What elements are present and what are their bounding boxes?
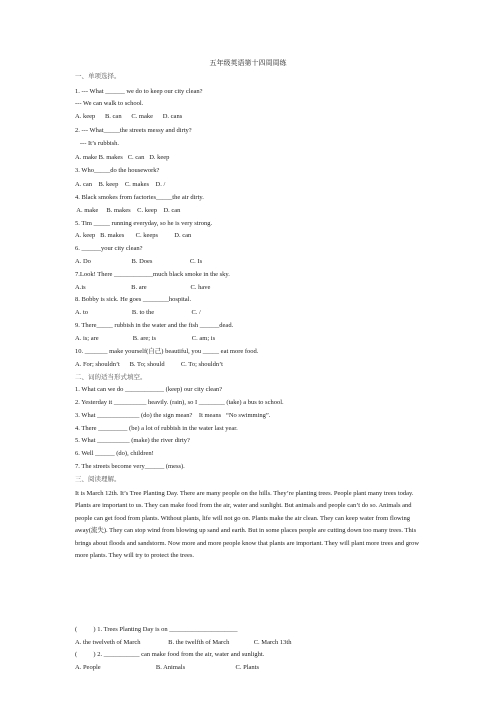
question-line: 1. --- What ______ we do to keep our city clean? (75, 88, 203, 95)
section-heading-1: 一、单项选择。 (75, 73, 121, 80)
question-line: 4. There _________ (be) a lot of rubbish in the water last year. (75, 425, 238, 432)
question-line: 10. _______ make yourself(自己) beautiful, you _____ eat more food. (75, 348, 259, 355)
question-line: 2. Yesterday it __________ heavily. (rain), so I ________ (take) a bus to school. (75, 399, 284, 406)
question-line: A. the twelveth of March B. the twelfth of March C. March 13th (75, 639, 292, 646)
question-line: ( ) 2. ___________ can make food from the air, water and sunlight. (75, 651, 265, 658)
page-title: 五年级英语第十四周周练 (209, 59, 287, 67)
question-line: 6. ______your city clean? (75, 245, 143, 252)
question-line: ( ) 1. Trees Planting Day is on _____________________ (75, 626, 238, 633)
question-line: 3. Who_____do the housework? (75, 167, 160, 174)
question-line: A. keep B. can C. make D. cans (75, 113, 183, 120)
question-line: A. make B. makes C. keep D. can (75, 207, 181, 214)
question-line: A. People B. Animals C. Plants (75, 664, 259, 671)
question-line: --- We can walk to school. (75, 100, 144, 107)
question-line: --- It’s rubbish. (75, 140, 120, 147)
question-line: 6. Well ______ (do), children! (75, 450, 154, 457)
question-line: 1. What can we do ____________ (keep) our city clean? (75, 386, 223, 393)
question-line: A. is; are B. are; is C. am; is (75, 335, 216, 342)
question-line: 2. --- What_____the streets messy and dirty? (75, 127, 192, 134)
question-line: A. For; shouldn’t B. To; should C. To; shouldn’t (75, 361, 223, 368)
question-line: 5. Tim _____ running everyday, so he is very strong. (75, 220, 213, 227)
question-line: A. Do B. Does C. Is (75, 258, 203, 265)
question-line: A. to B. to the C. / (75, 309, 201, 316)
question-line: 5. What __________ (make) the river dirty? (75, 437, 190, 444)
question-line: A. make B. makes C. can D. keep (75, 154, 170, 161)
question-line: 8. Bobby is sick. He goes ________hospital. (75, 296, 192, 303)
question-line: 7.Look! There ____________much black smoke in the sky. (75, 271, 230, 278)
question-line: 9. There_____ rubbish in the water and the fish ______dead. (75, 322, 234, 329)
question-line: 3. What _____________ (do) the sign mean? It means “No swimming”. (75, 412, 271, 419)
section-heading-2: 二、词的适当形式填空。 (75, 374, 147, 381)
section-heading-3: 三、阅读理解。 (75, 476, 121, 483)
question-line: A. can B. keep C. makes D. / (75, 181, 166, 188)
question-line: A. keep B. makes C. keeps D. can (75, 232, 192, 239)
question-line: A.is B. are C. have (75, 284, 211, 291)
reading-passage: It is March 12th. It’s Tree Planting Day. There are many people on the hills. They’re planting trees. People plant many trees today. Plants are important to us. They can make food from the air, water and sunlight. But animals and people can’t do so. Animals and people can get food from plants. Without plants, life will not go on. Plants make the air clean. They can keep water from flowing away(流失). They can stop wind from blowing up sand and earth. But in some places people are cutting down too many trees. This brings about floods and sandstorm. Now more and more people know that plants are important. They will plant more trees and grow more plants. They will try to protect the trees. (75, 490, 420, 560)
question-line: 4. Black smokes from factories_____the air dirty. (75, 194, 204, 201)
question-line: 7. The streets become very______ (mess). (75, 463, 185, 470)
